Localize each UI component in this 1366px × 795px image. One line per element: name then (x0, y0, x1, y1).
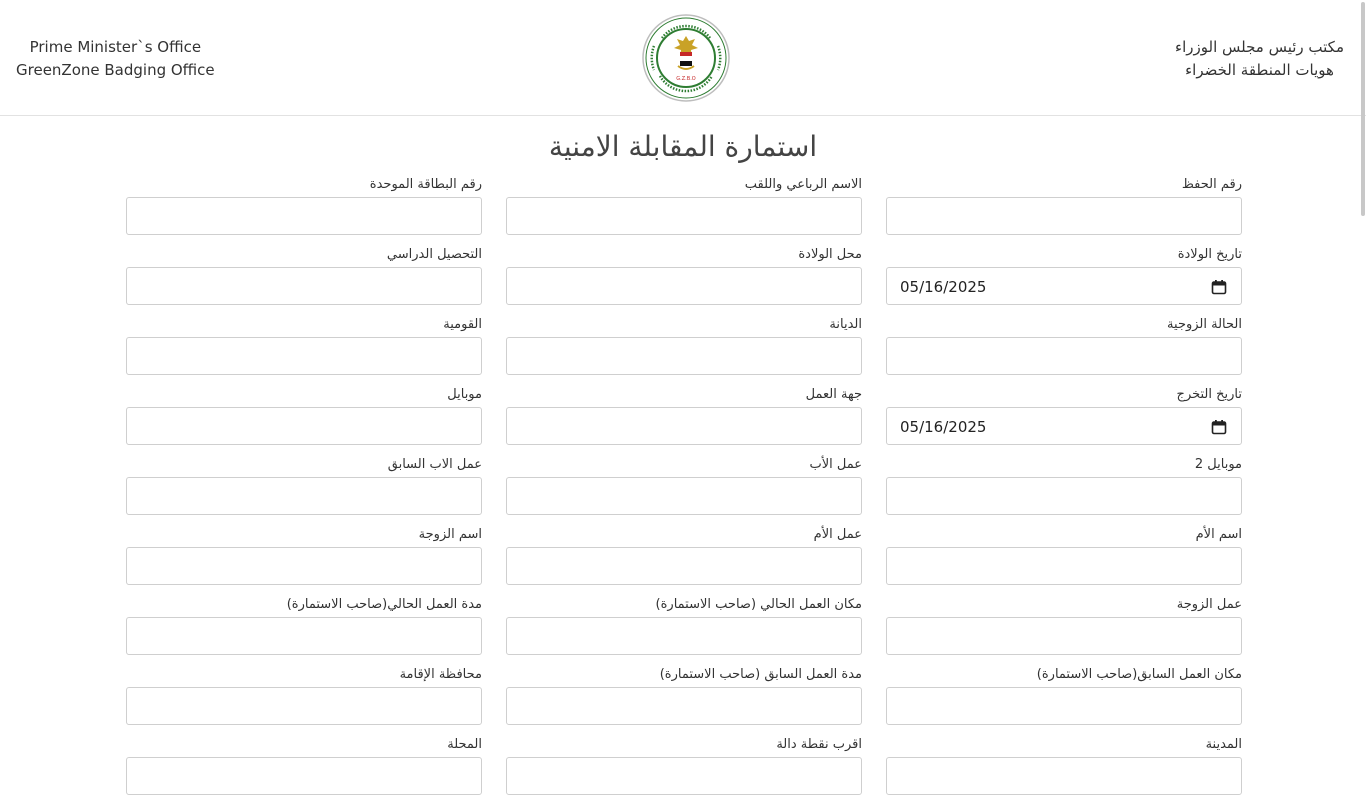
text-input[interactable] (126, 547, 482, 585)
field-label: اسم الزوجة (418, 527, 482, 542)
header-ar-line2: هويات المنطقة الخضراء (1185, 61, 1334, 79)
text-input[interactable] (506, 477, 862, 515)
field-label: موبايل (447, 387, 482, 402)
field-label: موبايل 2 (1194, 457, 1242, 472)
page-header (0, 0, 1366, 116)
text-input[interactable] (886, 197, 1242, 235)
form-field (886, 526, 1242, 585)
greenzone-badging-logo (642, 14, 730, 102)
field-label: الديانة (829, 317, 862, 332)
form-field (886, 456, 1242, 515)
date-input[interactable] (886, 267, 1242, 305)
header-english-title (16, 36, 215, 82)
text-input[interactable] (126, 197, 482, 235)
text-input[interactable] (126, 337, 482, 375)
text-input[interactable] (126, 757, 482, 795)
form-field (886, 666, 1242, 725)
form-field (506, 736, 862, 795)
text-input[interactable] (886, 477, 1242, 515)
field-label: الاسم الرباعي واللقب (744, 177, 862, 192)
text-input[interactable] (506, 407, 862, 445)
field-label: الحالة الزوجية (1167, 317, 1242, 332)
text-input[interactable] (886, 617, 1242, 655)
field-label: تاريخ التخرج (1176, 387, 1242, 402)
form-title: استمارة المقابلة الامنية (548, 130, 818, 163)
field-label: مدة العمل السابق (صاحب الاستمارة) (659, 667, 862, 682)
form-field (506, 596, 862, 655)
form-field (886, 736, 1242, 795)
text-input[interactable] (126, 687, 482, 725)
field-label: مدة العمل الحالي(صاحب الاستمارة) (286, 597, 482, 612)
text-input[interactable] (886, 757, 1242, 795)
field-label: رقم الحفظ (1181, 177, 1242, 192)
header-en-line2: GreenZone Badging Office (16, 61, 215, 79)
text-input[interactable] (886, 337, 1242, 375)
form-field (506, 386, 862, 445)
form-field (886, 316, 1242, 375)
form-field (126, 246, 482, 305)
text-input[interactable] (506, 547, 862, 585)
field-label: مكان العمل الحالي (صاحب الاستمارة) (655, 597, 862, 612)
text-input[interactable] (886, 547, 1242, 585)
text-input[interactable] (126, 407, 482, 445)
header-arabic-title (1175, 36, 1344, 82)
form-field (126, 316, 482, 375)
field-label: المحلة (447, 737, 482, 752)
date-value: 05/16/2025 (900, 418, 987, 436)
calendar-icon[interactable] (1211, 279, 1227, 295)
calendar-icon[interactable] (1211, 419, 1227, 435)
date-value: 05/16/2025 (900, 278, 987, 296)
header-ar-line1: مكتب رئيس مجلس الوزراء (1175, 38, 1344, 56)
logo-text: G.Z.B.O (676, 76, 696, 82)
text-input[interactable] (506, 757, 862, 795)
field-label: محافظة الإقامة (399, 667, 482, 682)
text-input[interactable] (506, 617, 862, 655)
field-label: عمل الزوجة (1176, 597, 1242, 612)
form-field (126, 386, 482, 445)
form-field (506, 316, 862, 375)
text-input[interactable] (506, 337, 862, 375)
field-label: عمل الأم (813, 527, 862, 542)
field-label: تاريخ الولادة (1177, 247, 1242, 262)
field-label: رقم البطاقة الموحدة (369, 177, 482, 192)
field-label: جهة العمل (805, 387, 862, 402)
form-field (506, 176, 862, 235)
field-label: التحصيل الدراسي (386, 247, 482, 262)
text-input[interactable] (126, 267, 482, 305)
field-label: اقرب نقطة دالة (776, 737, 862, 752)
form-field (886, 386, 1242, 445)
form-field (126, 526, 482, 585)
form-field (506, 666, 862, 725)
text-input[interactable] (126, 617, 482, 655)
text-input[interactable] (506, 267, 862, 305)
text-input[interactable] (506, 687, 862, 725)
form-field (506, 246, 862, 305)
form-field (126, 456, 482, 515)
form-field (886, 246, 1242, 305)
field-label: المدينة (1205, 737, 1242, 752)
form-field (886, 176, 1242, 235)
text-input[interactable] (506, 197, 862, 235)
field-label: مكان العمل السابق(صاحب الاستمارة) (1036, 667, 1242, 682)
date-input[interactable] (886, 407, 1242, 445)
field-label: القومية (443, 317, 482, 332)
field-label: اسم الأم (1195, 527, 1242, 542)
form-field (126, 176, 482, 235)
text-input[interactable] (126, 477, 482, 515)
field-label: محل الولادة (798, 247, 862, 262)
field-label: عمل الاب السابق (387, 457, 482, 472)
text-input[interactable] (886, 687, 1242, 725)
form-field (886, 596, 1242, 655)
header-en-line1: Prime Minister`s Office (29, 38, 202, 56)
page-scrollbar[interactable] (1361, 2, 1365, 216)
form-field (126, 666, 482, 725)
field-label: عمل الأب (809, 457, 862, 472)
form-field (506, 526, 862, 585)
form-field (126, 736, 482, 795)
form-field (506, 456, 862, 515)
form-field (126, 596, 482, 655)
